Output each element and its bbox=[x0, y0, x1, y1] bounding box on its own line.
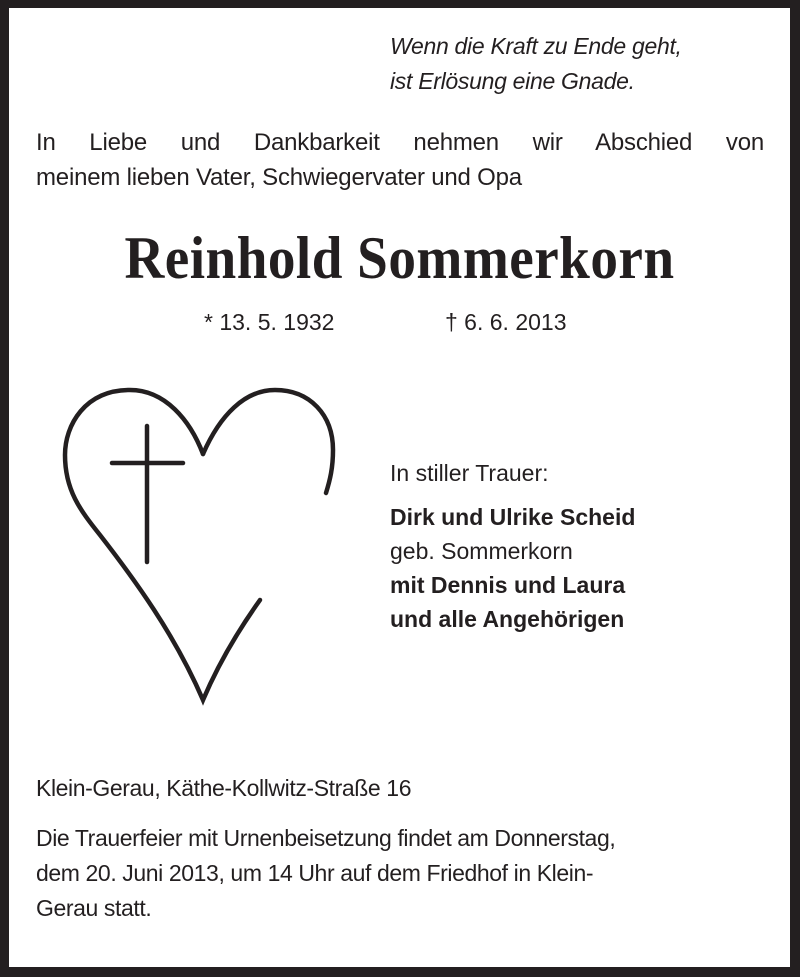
heart-with-cross-icon bbox=[40, 370, 360, 720]
address: Klein-Gerau, Käthe-Kollwitz-Straße 16 bbox=[36, 775, 412, 801]
ceremony-line-3: Gerau statt. bbox=[36, 895, 152, 921]
mourners-heading: In stiller Trauer: bbox=[390, 460, 549, 486]
ceremony-line-2: dem 20. Juni 2013, um 14 Uhr auf dem Friedhof in Klein- bbox=[36, 860, 594, 886]
obituary-notice bbox=[9, 8, 790, 967]
intro-line-1: In Liebe und Dankbarkeit nehmen wir Abschied von bbox=[36, 129, 764, 156]
mourner-line-1: Dirk und Ulrike Scheid bbox=[390, 504, 636, 530]
deceased-name: Reinhold Sommerkorn bbox=[124, 225, 675, 291]
mourner-line-2: geb. Sommerkorn bbox=[390, 538, 573, 564]
birth-date: * 13. 5. 1932 bbox=[204, 309, 335, 335]
mourner-line-3: mit Dennis und Laura bbox=[390, 572, 626, 598]
ceremony-line-1: Die Trauerfeier mit Urnenbeisetzung findet am Donnerstag, bbox=[36, 825, 616, 851]
intro-line-2: meinem lieben Vater, Schwiegervater und Opa bbox=[36, 164, 522, 191]
quote-line-1: Wenn die Kraft zu Ende geht, bbox=[390, 33, 682, 59]
mourner-line-4: und alle Angehörigen bbox=[390, 606, 625, 632]
quote-line-2: ist Erlösung eine Gnade. bbox=[390, 68, 635, 94]
death-date: † 6. 6. 2013 bbox=[445, 309, 567, 335]
